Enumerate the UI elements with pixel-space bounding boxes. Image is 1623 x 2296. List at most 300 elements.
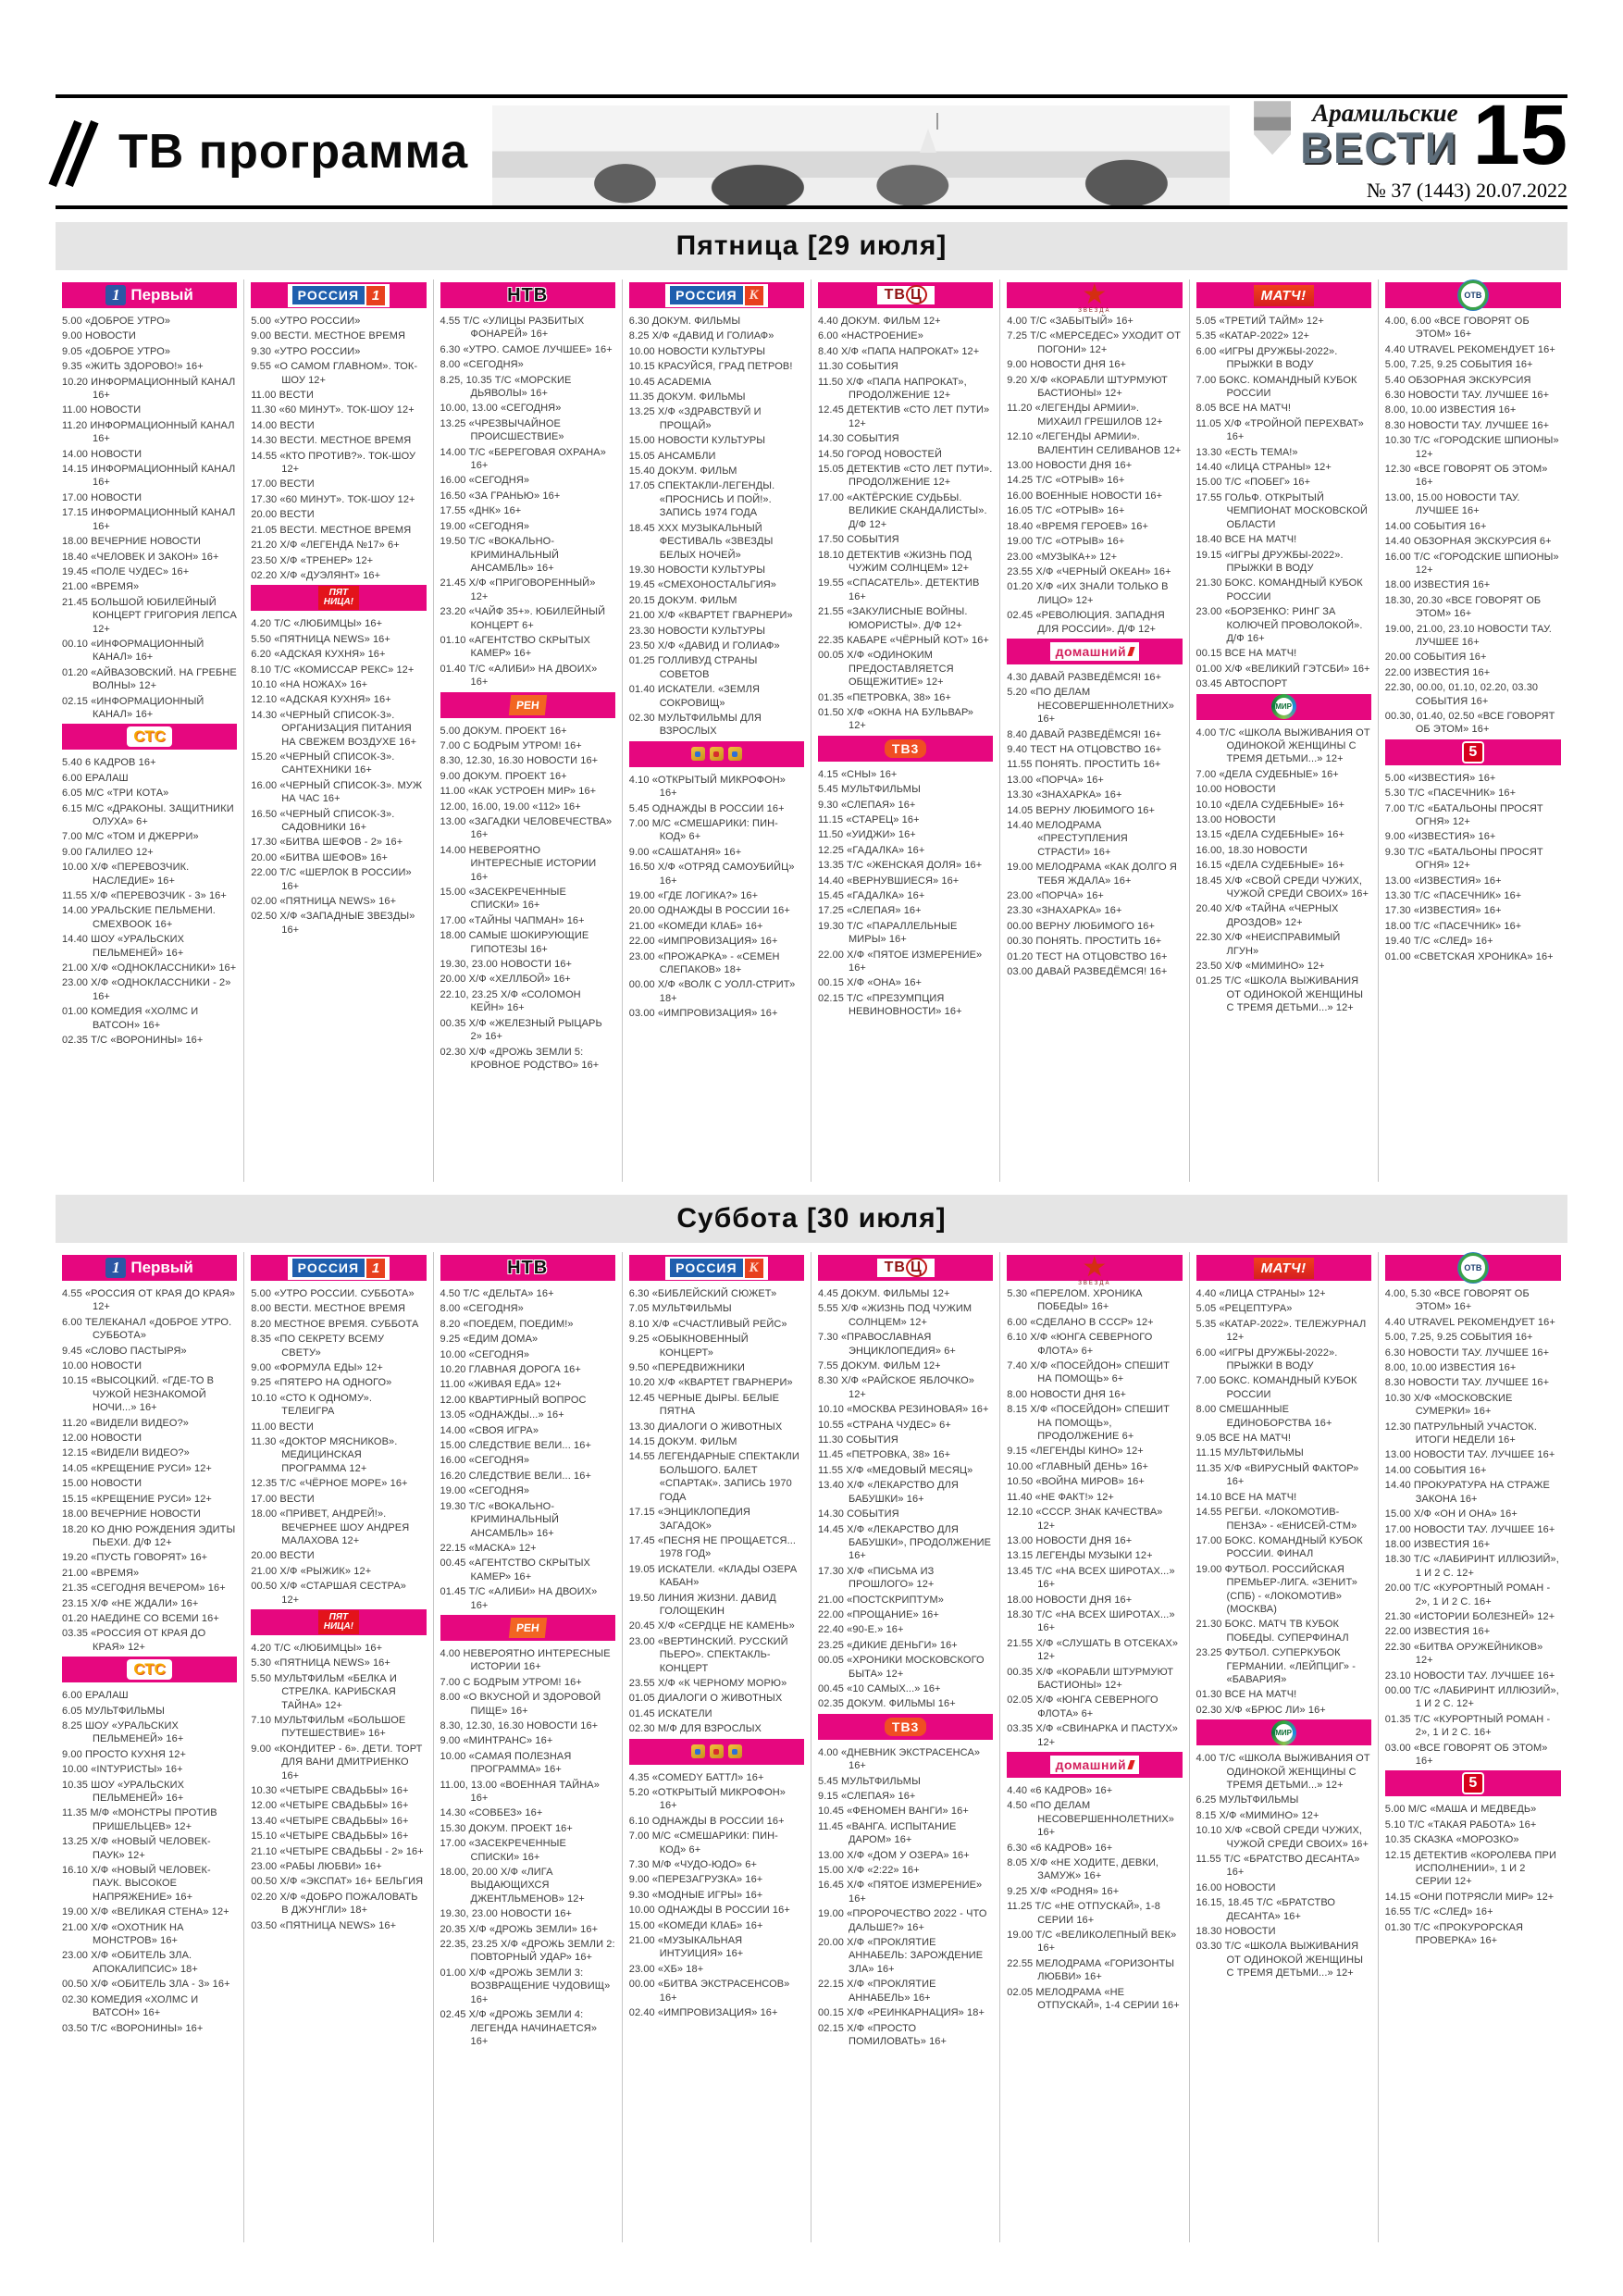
newspaper-brand-block: [1254, 88, 1567, 202]
program-item: 4.20 Т/С «ЛЮБИМЦЫ» 16+: [251, 1642, 383, 1654]
program-item: 11.55 Х/Ф «МЕДОВЫЙ МЕСЯЦ»: [818, 1464, 973, 1476]
schedule-column: [434, 279, 623, 1182]
program-item: 21.45 БОЛЬШОЙ ЮБИЛЕЙНЫЙ КОНЦЕРТ ГРИГОРИЯ ЛЕПСА 12+: [62, 596, 237, 635]
program-item: 10.10 Х/Ф «СВОЙ СРЕДИ ЧУЖИХ, ЧУЖОЙ СРЕДИ СВОИХ» 16+: [1196, 1825, 1369, 1850]
channel-header-rossiya1: [251, 1255, 426, 1281]
ntv-logo: НТВ: [507, 1257, 549, 1278]
program-item: 11.30 СОБЫТИЯ: [818, 1434, 898, 1446]
program-item: 13.30 ДИАЛОГИ О ЖИВОТНЫХ: [628, 1421, 783, 1433]
program-item: 8.20 «ПОЕДЕМ, ПОЕДИМ!»: [440, 1318, 574, 1330]
program-item: 14.10 ВСЕ НА МАТЧ!: [1196, 1491, 1297, 1503]
program-item: 5.45 МУЛЬТФИЛЬМЫ: [818, 784, 921, 796]
program-item: 6.00 ТЕЛЕКАНАЛ «ДОБРОЕ УТРО. СУББОТА»: [62, 1316, 232, 1342]
pyatnitsa-logo: ПЯТ НИЦА!: [318, 1610, 359, 1634]
program-item: 10.00 НОВОСТИ: [1196, 784, 1276, 796]
program-item: 02.15 Х/Ф «ПРОСТО ПОМИЛОВАТЬ» 16+: [818, 2022, 948, 2047]
channel-header-pervy: [62, 282, 237, 308]
program-item: 15.40 ДОКУМ. ФИЛЬМ: [628, 465, 737, 478]
day-grid: [56, 279, 1567, 1182]
program-item: 15.10 «ЧЕТЫРЕ СВАДЬБЫ» 16+: [251, 1831, 409, 1843]
pyatnitsa-logo: ПЯТ НИЦА!: [318, 586, 359, 610]
channel-header-zvezda: [1007, 1252, 1182, 1286]
program-item: 00.50 Х/Ф «ОБИТЕЛЬ ЗЛА - 3» 16+: [62, 1979, 230, 1991]
program-item: 17.30 «60 МИНУТ». ТОК-ШОУ 12+: [251, 493, 415, 505]
program-item: 8.35 «ПО СЕКРЕТУ ВСЕМУ СВЕТУ»: [251, 1334, 385, 1359]
channel-header-rossiyaK: [629, 282, 804, 308]
program-item: 22.35 КАБАРЕ «ЧЁРНЫЙ КОТ» 16+: [818, 634, 989, 646]
program-item: 02.00 «ПЯТНИЦА NEWS» 16+: [251, 896, 397, 908]
program-item: 16.20 СЛЕДСТВИЕ ВЕЛИ... 16+: [440, 1470, 591, 1482]
program-item: 14.00 НОВОСТИ: [62, 448, 142, 460]
zvezda-logo: ★ ЗВЕЗДА: [1078, 279, 1111, 314]
program-item: 9.45 «СЛОВО ПАСТЫРЯ»: [62, 1345, 187, 1357]
program-item: 12.10 «ЛЕГЕНДЫ АРМИИ». ВАЛЕНТИН СЕЛИВАНОВ 12+: [1007, 431, 1182, 456]
program-item: 4.00 Т/С «ШКОЛА ВЫЖИВАНИЯ ОТ ОДИНОКОЙ ЖЕНЩИНЫ С ТРЕМЯ ДЕТЬМИ...» 12+: [1196, 1753, 1370, 1791]
channel-header-match: [1196, 1255, 1371, 1281]
program-item: 14.00 «СВОЯ ИГРА»: [440, 1424, 539, 1436]
program-item: 17.15 «ЭНЦИКЛОПЕДИЯ ЗАГАДОК»: [628, 1507, 750, 1532]
program-item: 5.30 «ПЯТНИЦА NEWS» 16+: [251, 1657, 390, 1669]
program-item: 16.45 Х/Ф «ПЯТОЕ ИЗМЕРЕНИЕ» 16+: [818, 1880, 983, 1905]
program-item: 17.45 «ПЕСНЯ НЕ ПРОЩАЕТСЯ... 1978 ГОД»: [628, 1534, 797, 1560]
program-item: 6.30 «УТРО. САМОЕ ЛУЧШЕЕ» 16+: [440, 343, 613, 355]
pervy-logo: 1 Первый: [105, 285, 192, 305]
program-item: 5.00 ДОКУМ. ПРОЕКТ 16+: [440, 725, 567, 737]
program-item: 5.05 «ТРЕТИЙ ТАЙМ» 12+: [1196, 316, 1324, 327]
program-item: 22.55 МЕЛОДРАМА «ГОРИЗОНТЫ ЛЮБВИ» 16+: [1007, 1957, 1175, 1983]
program-item: 4.20 Т/С «ЛЮБИМЦЫ» 16+: [251, 618, 383, 630]
program-item: 14.50 ГОРОД НОВОСТЕЙ: [818, 448, 942, 460]
program-item: 01.00 Х/Ф «ДРОЖЬ ЗЕМЛИ 3: ВОЗВРАЩЕНИЕ ЧУДОВИЩ» 16+: [440, 1967, 611, 2005]
program-item: 11.35 М/Ф «МОНСТРЫ ПРОТИВ ПРИШЕЛЬЦЕВ» 12+: [62, 1807, 217, 1832]
program-item: 7.40 Х/Ф «ПОСЕЙДОН» СПЕШИТ НА ПОМОЩЬ» 6+: [1007, 1360, 1170, 1385]
program-item: 4.50 Т/С «ДЕЛЬТА» 16+: [440, 1288, 554, 1299]
program-item: 11.30 «ДОКТОР МЯСНИКОВ». МЕДИЦИНСКАЯ ПРОГРАММА 12+: [251, 1436, 398, 1474]
program-item: 6.20 «АДСКАЯ КУХНЯ» 16+: [251, 649, 386, 661]
program-item: 8.30 НОВОСТИ ТАУ. ЛУЧШЕЕ 16+: [1384, 419, 1550, 431]
pyat5-logo: 5: [1462, 741, 1484, 763]
program-item: 4.40 UTRAVEL РЕКОМЕНДУЕТ 16+: [1384, 343, 1555, 355]
program-item: 9.00 НОВОСТИ: [62, 330, 136, 342]
program-item: 5.30 «ПЕРЕЛОМ. ХРОНИКА ПОБЕДЫ» 16+: [1007, 1288, 1143, 1313]
program-item: 02.15 «ИНФОРМАЦИОННЫЙ КАНАЛ» 16+: [62, 695, 204, 720]
rossiya1-logo: РОССИЯ 1: [288, 284, 390, 307]
program-item: 00.00 «БИТВА ЭКСТРАСЕНСОВ» 16+: [628, 1979, 790, 2004]
program-item: 16.00 ВОЕННЫЕ НОВОСТИ 16+: [1007, 490, 1163, 502]
program-item: 15.30 ДОКУМ. ПРОЕКТ 16+: [440, 1822, 573, 1834]
program-item: 18.00 САМЫЕ ШОКИРУЮЩИЕ ГИПОТЕЗЫ 16+: [440, 930, 589, 955]
program-item: 14.05 ВЕРНУ ЛЮБИМОГО 16+: [1007, 804, 1156, 816]
page-header: [56, 88, 1567, 205]
program-item: 6.15 М/С «ДРАКОНЫ. ЗАЩИТНИКИ ОЛУХА» 6+: [62, 802, 234, 827]
program-item: 13.05 «ОДНАЖДЫ...» 16+: [440, 1409, 564, 1421]
newspaper-name-top: Арамильские: [1312, 99, 1458, 128]
program-item: 11.05 Х/Ф «ТРОЙНОЙ ПЕРЕХВАТ» 16+: [1196, 417, 1364, 443]
program-item: 9.25 «ОБЫКНОВЕННЫЙ КОНЦЕРТ»: [628, 1334, 749, 1359]
program-item: 6.05 МУЛЬТФИЛЬМЫ: [62, 1705, 165, 1717]
program-item: 15.15 «КРЕЩЕНИЕ РУСИ» 12+: [62, 1493, 212, 1505]
program-item: 19.30, 23.00 НОВОСТИ 16+: [440, 959, 573, 971]
program-item: 22.00 «ПРОЩАНИЕ» 16+: [818, 1608, 939, 1620]
program-item: 5.50 МУЛЬТФИЛЬМ «БЕЛКА И СТРЕЛКА. КАРИБСКАЯ ТАЙНА» 12+: [251, 1672, 397, 1711]
program-item: 7.30 «ПРАВОСЛАВНАЯ ЭНЦИКЛОПЕДИЯ» 6+: [818, 1332, 956, 1357]
schedule-column: [244, 1252, 433, 2242]
zvezda-logo: ★ ЗВЕЗДА: [1078, 1252, 1111, 1286]
program-item: 16.00 «ЧЕРНЫЙ СПИСОК-3». МУЖ НА ЧАС 16+: [251, 779, 423, 805]
program-item: 9.05 «ДОБРОЕ УТРО»: [62, 345, 171, 357]
program-item: 10.15 «ВЫСОЦКИЙ. «ГДЕ-ТО В ЧУЖОЙ НЕЗНАКОМОЙ НОЧИ...» 16+: [62, 1375, 215, 1414]
program-item: 02.05 Х/Ф «ЮНГА СЕВЕРНОГО ФЛОТА» 6+: [1007, 1694, 1158, 1719]
program-item: 5.40 6 КАДРОВ 16+: [62, 757, 156, 769]
program-item: 22.00 «ИМПРОВИЗАЦИЯ» 16+: [628, 936, 778, 948]
program-item: 11.00 «ЖИВАЯ ЕДА» 12+: [440, 1379, 562, 1391]
program-item: 17.00 НОВОСТИ ТАУ. ЛУЧШЕЕ 16+: [1384, 1523, 1555, 1535]
program-item: 11.55 Х/Ф «ПЕРЕВОЗЧИК - 3» 16+: [62, 890, 227, 902]
program-item: 4.15 «СНЫ» 16+: [818, 768, 898, 780]
program-item: 11.45 «ВАНГА. ИСПЫТАНИЕ ДАРОМ» 16+: [818, 1820, 957, 1846]
program-item: 22.30, 00.00, 01.10, 02.20, 03.30 СОБЫТИЯ 16+: [1384, 682, 1539, 707]
program-item: 00.15 ВСЕ НА МАТЧ!: [1196, 648, 1297, 660]
program-item: 4.00 Т/С «ШКОЛА ВЫЖИВАНИЯ ОТ ОДИНОКОЙ ЖЕНЩИНЫ С ТРЕМЯ ДЕТЬМИ...» 12+: [1196, 726, 1370, 765]
program-item: 19.45 «ПОЛЕ ЧУДЕС» 16+: [62, 565, 190, 577]
channel-header-otv: [1385, 1255, 1561, 1281]
program-item: 10.00 Х/Ф «ПЕРЕВОЗЧИК. НАСЛЕДИЕ» 16+: [62, 862, 190, 887]
channel-header-tvc: [818, 282, 993, 308]
tnt-logo: [691, 747, 742, 761]
program-item: 23.50 Х/Ф «ДАВИД И ГОЛИАФ»: [628, 639, 780, 652]
program-item: 8.10 Х/Ф «СЧАСТЛИВЫЙ РЕЙС»: [628, 1318, 787, 1330]
program-item: 03.45 АВТОСПОРТ: [1196, 678, 1288, 690]
program-item: 16.55 Т/С «СЛЕД» 16+: [1384, 1906, 1493, 1918]
program-item: 12.30 «ВСЕ ГОВОРЯТ ОБ ЭТОМ» 16+: [1384, 464, 1548, 489]
program-item: 10.30 Х/Ф «МОСКОВСКИЕ СУМЕРКИ» 16+: [1384, 1392, 1513, 1418]
program-item: 8.25, 10.35 Т/С «МОРСКИЕ ДЬЯВОЛЫ» 16+: [440, 374, 572, 400]
program-item: 12.10 «АДСКАЯ КУХНЯ» 16+: [251, 694, 391, 706]
schedule-column: [434, 1252, 623, 2242]
program-item: 6.00 «ИГРЫ ДРУЖБЫ-2022». ПРЫЖКИ В ВОДУ: [1196, 1347, 1338, 1372]
program-item: 21.00 «ПОСТСКРИПТУМ»: [818, 1594, 944, 1606]
program-item: 03.30 Т/С «ШКОЛА ВЫЖИВАНИЯ ОТ ОДИНОКОЙ ЖЕНЩИНЫ С ТРЕМЯ ДЕТЬМИ...» 12+: [1196, 1941, 1364, 1980]
program-item: 02.50 Х/Ф «ЗАПАДНЫЕ ЗВЕЗДЫ» 16+: [251, 911, 415, 936]
program-item: 5.50 «ПЯТНИЦА NEWS» 16+: [251, 633, 390, 645]
program-item: 7.00 С БОДРЫМ УТРОМ! 16+: [440, 1676, 582, 1688]
program-item: 02.30 МУЛЬТФИЛЬМЫ ДЛЯ ВЗРОСЛЫХ: [628, 712, 762, 738]
pervy-logo: 1 Первый: [105, 1258, 192, 1278]
program-item: 17.30 «БИТВА ШЕФОВ - 2» 16+: [251, 837, 403, 849]
program-item: 15.05 ДЕТЕКТИВ «СТО ЛЕТ ПУТИ». ПРОДОЛЖЕНИЕ 12+: [818, 464, 993, 489]
program-item: 22.00 ИЗВЕСТИЯ 16+: [1384, 666, 1491, 678]
program-item: 19.15 «ИГРЫ ДРУЖБЫ-2022». ПРЫЖКИ В ВОДУ: [1196, 549, 1344, 574]
program-item: 13.00 «ИЗВЕСТИЯ» 16+: [1384, 875, 1502, 887]
program-item: 9.30 «УТРО РОССИИ»: [251, 345, 361, 357]
program-item: 11.50 «УИДЖИ» 16+: [818, 829, 916, 841]
tnt-logo: [691, 1744, 742, 1758]
program-item: 4.40 UTRAVEL РЕКОМЕНДУЕТ 16+: [1384, 1316, 1555, 1328]
program-item: 18.00 ВЕЧЕРНИЕ НОВОСТИ: [62, 1508, 201, 1520]
program-item: 11.20 «ВИДЕЛИ ВИДЕО?»: [62, 1417, 190, 1429]
program-item: 23.00 Х/Ф «ОДНОКЛАССНИКИ - 2» 16+: [62, 977, 231, 1002]
channel-header-pervy: [62, 1255, 237, 1281]
program-item: 23.00 «РАБЫ ЛЮБВИ» 16+: [251, 1861, 382, 1873]
program-item: 7.00 М/С «СМЕШАРИКИ: ПИН-КОД» 6+: [628, 818, 778, 843]
program-item: 10.00 «ГЛАВНЫЙ ДЕНЬ» 16+: [1007, 1460, 1149, 1472]
program-item: 13.25 Х/Ф «ЗДРАВСТВУЙ И ПРОЩАЙ»: [628, 406, 762, 431]
program-item: 6.00 «НАСТРОЕНИЕ»: [818, 330, 923, 342]
program-item: 6.25 МУЛЬТФИЛЬМЫ: [1196, 1794, 1299, 1806]
program-item: 11.40 «НЕ ФАКТ!» 12+: [1007, 1491, 1114, 1503]
program-item: 01.00 Х/Ф «ВЕЛИКИЙ ГЭТСБИ» 16+: [1196, 663, 1370, 675]
program-item: 01.20 ТЕСТ НА ОТЦОВСТВО 16+: [1007, 950, 1168, 962]
program-item: 8.25 ШОУ «УРАЛЬСКИХ ПЕЛЬМЕНЕЙ» 16+: [62, 1719, 184, 1745]
program-item: 8.00 СМЕШАННЫЕ ЕДИНОБОРСТВА 16+: [1196, 1404, 1332, 1429]
program-item: 18.30 Т/С «ЛАБИРИНТ ИЛЛЮЗИЙ», 1 И 2 С. 12+: [1384, 1554, 1559, 1579]
domashny-logo: домашний: [1050, 642, 1140, 661]
schedule-column: [56, 1252, 244, 2242]
ren-logo: РЕН: [510, 695, 546, 715]
program-item: 4.55 «РОССИЯ ОТ КРАЯ ДО КРАЯ» 12+: [62, 1288, 236, 1313]
program-item: 13.45 Т/С «НА ВСЕХ ШИРОТАХ...» 16+: [1007, 1565, 1175, 1591]
program-item: 02.35 Т/С «ВОРОНИНЫ» 16+: [62, 1035, 204, 1047]
program-item: 14.40 «ВЕРНУВШИЕСЯ» 16+: [818, 875, 960, 887]
program-item: 18.00 ВЕЧЕРНИЕ НОВОСТИ: [62, 536, 201, 548]
program-item: 00.35 Х/Ф «ЖЕЛЕЗНЫЙ РЫЦАРЬ 2» 16+: [440, 1017, 602, 1043]
schedule-column: [812, 279, 1000, 1182]
program-item: 19.00 Т/С «ОТРЫВ» 16+: [1007, 536, 1125, 548]
program-item: 02.20 Х/Ф «ДОБРО ПОЖАЛОВАТЬ В ДЖУНГЛИ» 18+: [251, 1891, 418, 1917]
program-item: 18.40 «ВРЕМЯ ГЕРОЕВ» 16+: [1007, 520, 1148, 532]
program-item: 21.30 «ИСТОРИИ БОЛЕЗНЕЙ» 12+: [1384, 1610, 1555, 1622]
program-item: 10.00 «INТУРИСТЫ» 16+: [62, 1764, 183, 1776]
program-item: 5.20 «ПО ДЕЛАМ НЕСОВЕРШЕННОЛЕТНИХ» 16+: [1007, 687, 1175, 726]
program-item: 8.00 «О ВКУСНОЙ И ЗДОРОВОЙ ПИЩЕ» 16+: [440, 1692, 601, 1717]
program-item: 6.30 «6 КАДРОВ» 16+: [1007, 1842, 1113, 1854]
program-item: 02.30 Х/Ф «ДРОЖЬ ЗЕМЛИ 5: КРОВНОЕ РОДСТВО» 16+: [440, 1046, 600, 1071]
program-item: 8.40 Х/Ф «ПАПА НАПРОКАТ» 12+: [818, 345, 980, 357]
program-item: 23.25 «ДИКИЕ ДЕНЬГИ» 16+: [818, 1639, 958, 1651]
program-item: 01.45 Т/С «АЛИБИ» НА ДВОИХ» 16+: [440, 1586, 598, 1611]
program-item: 11.55 ПОНЯТЬ. ПРОСТИТЬ 16+: [1007, 759, 1161, 771]
program-item: 8.30 Х/Ф «РАЙСКОЕ ЯБЛОЧКО» 12+: [818, 1375, 975, 1400]
rossiya1-logo: РОССИЯ 1: [288, 1257, 390, 1280]
channel-header-tv3: [818, 736, 993, 762]
program-item: 20.40 Х/Ф «ТАЙНА «ЧЕРНЫХ ДРОЗДОВ» 12+: [1196, 903, 1339, 928]
rossiyaK-logo: РОССИЯ К: [665, 1257, 767, 1280]
program-item: 10.00 НОВОСТИ: [62, 1360, 142, 1372]
program-item: 19.50 ЛИНИЯ ЖИЗНИ. ДАВИД ГОЛОЩЕКИН: [628, 1592, 776, 1617]
program-item: 4.40 «ЛИЦА СТРАНЫ» 12+: [1196, 1288, 1326, 1299]
program-item: 8.00 ВЕСТИ. МЕСТНОЕ ВРЕМЯ: [251, 1303, 406, 1315]
program-item: 10.00, 13.00 «СЕГОДНЯ»: [440, 403, 562, 415]
program-item: 00.05 «ХРОНИКИ МОСКОВСКОГО БЫТА» 12+: [818, 1655, 985, 1680]
program-item: 00.50 Х/Ф «СТАРШАЯ СЕСТРА» 12+: [251, 1581, 407, 1606]
diagonal-strokes-icon: [56, 119, 98, 184]
ren-logo: РЕН: [510, 1618, 546, 1638]
program-item: 7.00 «ДЕЛА СУДЕБНЫЕ» 16+: [1196, 768, 1339, 780]
program-item: 00.35 Х/Ф «КОРАБЛИ ШТУРМУЮТ БАСТИОНЫ» 12+: [1007, 1666, 1174, 1691]
program-item: 14.30 «СОВБЕЗ» 16+: [440, 1807, 543, 1819]
program-item: 00.15 Х/Ф «ОНА» 16+: [818, 977, 923, 989]
program-item: 14.00 УРАЛЬСКИЕ ПЕЛЬМЕНИ. СМЕХBOOK 16+: [62, 905, 216, 930]
program-item: 18.40 ВСЕ НА МАТЧ!: [1196, 534, 1297, 546]
program-item: 14.00 СОБЫТИЯ 16+: [1384, 520, 1487, 532]
program-item: 13.00 «ЗАГАДКИ ЧЕЛОВЕЧЕСТВА» 16+: [440, 816, 613, 841]
program-item: 16.50 «ЗА ГРАНЬЮ» 16+: [440, 490, 561, 502]
header-photo: [492, 105, 1230, 205]
program-item: 10.20 ИНФОРМАЦИОННЫЙ КАНАЛ 16+: [62, 376, 236, 402]
program-item: 20.00 СОБЫТИЯ 16+: [1384, 652, 1487, 664]
program-item: 03.00 ДАВАЙ РАЗВЕДЁМСЯ! 16+: [1007, 966, 1168, 978]
program-item: 23.00 «МУЗЫКА+» 12+: [1007, 551, 1118, 563]
program-item: 19.00, 21.00, 23.10 НОВОСТИ ТАУ. ЛУЧШЕЕ 16+: [1384, 623, 1552, 648]
program-item: 22.40 «90-Е.» 16+: [818, 1624, 904, 1636]
program-item: 10.15 КРАСУЙСЯ, ГРАД ПЕТРОВ!: [628, 361, 793, 373]
program-item: 23.00 «ХБ» 18+: [628, 1963, 704, 1975]
program-item: 4.00 «ДНЕВНИК ЭКСТРАСЕНСА» 16+: [818, 1746, 981, 1772]
program-item: 16.50 Х/Ф «ОТРЯД САМОУБИЙЦ» 16+: [628, 862, 795, 887]
tvc-logo: ТВ Ц: [877, 286, 935, 304]
channel-header-pyatnitsa: [251, 1609, 426, 1635]
schedule-column: [1379, 279, 1567, 1182]
program-item: 7.30 М/Ф «ЧУДО-ЮДО» 6+: [628, 1859, 758, 1871]
program-item: 9.00 «ИЗВЕСТИЯ» 16+: [1384, 831, 1496, 843]
program-item: 21.45 Х/Ф «ПРИГОВОРЕННЫЙ» 12+: [440, 577, 596, 602]
program-item: 23.00 «ПОРЧА» 16+: [1007, 890, 1104, 902]
program-item: 03.00 «ВСЕ ГОВОРЯТ ОБ ЭТОМ» 16+: [1384, 1742, 1548, 1767]
schedule-column: [1000, 1252, 1189, 2242]
program-item: 14.00 НЕВЕРОЯТНО ИНТЕРЕСНЫЕ ИСТОРИИ 16+: [440, 844, 597, 883]
program-item: 00.15 Х/Ф «РЕИНКАРНАЦИЯ» 18+: [818, 2007, 985, 2019]
program-item: 02.40 «ИМПРОВИЗАЦИЯ» 16+: [628, 2007, 778, 2019]
program-item: 20.00 ВЕСТИ: [251, 509, 315, 521]
program-item: 5.30 Т/С «ПАСЕЧНИК» 16+: [1384, 788, 1517, 800]
program-item: 15.00 Т/С «ПОБЕГ» 16+: [1196, 477, 1311, 489]
mir-logo: МИР: [1271, 1720, 1296, 1745]
program-item: 8.15 Х/Ф «МИМИНО» 12+: [1196, 1809, 1319, 1821]
program-item: 18.45 Х/Ф «СВОЙ СРЕДИ ЧУЖИХ, ЧУЖОЙ СРЕДИ СВОИХ» 16+: [1196, 875, 1369, 900]
program-item: 22.00 Т/С «ШЕРЛОК В РОССИИ» 16+: [251, 867, 412, 892]
program-item: 9.25 Х/Ф «РОДНЯ» 16+: [1007, 1885, 1120, 1897]
channel-header-rossiya1: [251, 282, 426, 308]
program-item: 8.20 МЕСТНОЕ ВРЕМЯ. СУББОТА: [251, 1318, 419, 1330]
program-item: 22.30 Х/Ф «НЕИСПРАВИМЫЙ ЛГУН»: [1196, 932, 1341, 957]
program-item: 5.55 Х/Ф «ЖИЗНЬ ПОД ЧУЖИМ СОЛНЦЕМ» 12+: [818, 1303, 973, 1328]
program-item: 8.30, 12.30, 16.30 НОВОСТИ 16+: [440, 1719, 599, 1731]
program-item: 19.30, 23.00 НОВОСТИ 16+: [440, 1908, 573, 1920]
program-item: 4.40 «6 КАДРОВ» 16+: [1007, 1785, 1113, 1796]
program-item: 7.00 С БОДРЫМ УТРОМ! 16+: [440, 739, 582, 751]
program-item: 01.10 «АГЕНТСТВО СКРЫТЫХ КАМЕР» 16+: [440, 634, 590, 660]
program-item: 20.45 Х/Ф «СЕРДЦЕ НЕ КАМЕНЬ»: [628, 1620, 795, 1632]
schedule-column: [812, 1252, 1000, 2242]
program-item: 19.00 «СЕГОДНЯ»: [440, 520, 530, 532]
program-item: 7.00 БОКС. КОМАНДНЫЙ КУБОК РОССИИ: [1196, 374, 1357, 400]
schedule-column: [56, 279, 244, 1182]
schedule-column: [1379, 1252, 1567, 2242]
newspaper-name-main: ВЕСТИ: [1300, 123, 1458, 173]
program-item: 17.00 «АКТЁРСКИЕ СУДЬБЫ. ВЕЛИКИЕ СКАНДАЛИСТЫ». Д/Ф 12+: [818, 491, 987, 530]
program-item: 19.55 «СПАСАТЕЛЬ». ДЕТЕКТИВ 16+: [818, 577, 980, 602]
program-item: 13.00 «ПОРЧА» 16+: [1007, 774, 1104, 786]
program-item: 23.10 НОВОСТИ ТАУ. ЛУЧШЕЕ 16+: [1384, 1669, 1555, 1682]
program-item: 8.05 ВСЕ НА МАТЧ!: [1196, 403, 1292, 415]
program-item: 18.00 Т/С «ПАСЕЧНИК» 16+: [1384, 920, 1522, 932]
program-item: 21.00 Х/Ф «ОДНОКЛАССНИКИ» 16+: [62, 962, 237, 974]
church-silhouette: [920, 113, 944, 202]
program-item: 8.40 ДАВАЙ РАЗВЕДЁМСЯ! 16+: [1007, 728, 1162, 740]
city-crest-icon: [1254, 101, 1291, 155]
program-item: 16.05 Т/С «ОТРЫВ» 16+: [1007, 505, 1125, 517]
program-item: 9.15 «ЛЕГЕНДЫ КИНО» 12+: [1007, 1446, 1144, 1458]
program-item: 11.50 Х/Ф «ПАПА НАПРОКАТ», ПРОДОЛЖЕНИЕ 12+: [818, 376, 967, 402]
program-item: 11.15 МУЛЬТФИЛЬМЫ: [1196, 1447, 1304, 1459]
program-item: 22.30 «БИТВА ОРУЖЕЙНИКОВ» 12+: [1384, 1641, 1543, 1667]
program-item: 19.00 Х/Ф «ВЕЛИКАЯ СТЕНА» 12+: [62, 1906, 229, 1918]
day-banner: Суббота [30 июля]: [56, 1195, 1567, 1243]
program-item: 19.30 Т/С «ВОКАЛЬНО-КРИМИНАЛЬНЫЙ АНСАМБЛЬ» 16+: [440, 1500, 559, 1539]
program-item: 17.30 «ИЗВЕСТИЯ» 16+: [1384, 905, 1502, 917]
program-item: 00.30, 01.40, 02.50 «ВСЕ ГОВОРЯТ ОБ ЭТОМ» 16+: [1384, 710, 1555, 736]
program-item: 6.00 ЕРАЛАШ: [62, 1690, 129, 1702]
program-item: 15.00 Х/Ф «ОН И ОНА» 16+: [1384, 1508, 1518, 1520]
program-item: 18.30 Т/С «НА ВСЕХ ШИРОТАХ...» 16+: [1007, 1608, 1175, 1634]
program-item: 12.15 ДЕТЕКТИВ «КОРОЛЕВА ПРИ ИСПОЛНЕНИИ», 1 И 2 СЕРИИ 12+: [1384, 1849, 1556, 1888]
program-item: 9.40 ТЕСТ НА ОТЦОВСТВО 16+: [1007, 743, 1162, 755]
program-item: 21.00 «ВРЕМЯ»: [62, 1567, 140, 1579]
program-item: 10.45 «ФЕНОМЕН ВАНГИ» 16+: [818, 1806, 969, 1818]
program-item: 13.40 «ЧЕТЫРЕ СВАДЬБЫ» 16+: [251, 1815, 409, 1827]
program-item: 5.00 «ДОБРОЕ УТРО»: [62, 316, 171, 327]
program-item: 15.00 НОВОСТИ КУЛЬТУРЫ: [628, 435, 766, 447]
program-item: 6.00 ЕРАЛАШ: [62, 772, 129, 784]
program-item: 01.00 КОМЕДИЯ «ХОЛМС И ВАТСОН» 16+: [62, 1006, 199, 1031]
program-item: 7.05 МУЛЬТФИЛЬМЫ: [628, 1303, 732, 1315]
program-item: 19.00 «ПРОРОЧЕСТВО 2022 - ЧТО ДАЛЬШЕ?» 16+: [818, 1908, 987, 1933]
program-item: 10.35 ШОУ «УРАЛЬСКИХ ПЕЛЬМЕНЕЙ» 16+: [62, 1779, 185, 1804]
program-item: 8.00, 10.00 ИЗВЕСТИЯ 16+: [1384, 404, 1517, 416]
program-item: 4.55 Т/С «УЛИЦЫ РАЗБИТЫХ ФОНАРЕЙ» 16+: [440, 316, 585, 341]
program-item: 12.45 ЧЕРНЫЕ ДЫРЫ. БЕЛЫЕ ПЯТНА: [628, 1392, 780, 1418]
program-item: 4.50 «ПО ДЕЛАМ НЕСОВЕРШЕННОЛЕТНИХ» 16+: [1007, 1800, 1175, 1839]
program-item: 14.55 «КТО ПРОТИВ?». ТОК-ШОУ 12+: [251, 450, 416, 476]
program-item: 5.10 Т/С «ТАКАЯ РАБОТА» 16+: [1384, 1818, 1537, 1831]
program-item: 10.10 «НА НОЖАХ» 16+: [251, 678, 368, 690]
program-item: 12.45 ДЕТЕКТИВ «СТО ЛЕТ ПУТИ» 12+: [818, 404, 990, 429]
program-item: 4.00, 5.30 «ВСЕ ГОВОРЯТ ОБ ЭТОМ» 16+: [1384, 1288, 1530, 1313]
program-item: 14.15 ИНФОРМАЦИОННЫЙ КАНАЛ 16+: [62, 464, 236, 489]
program-item: 00.50 Х/Ф «ЭКСПАТ» 16+ БЕЛЬГИЯ: [251, 1876, 424, 1888]
program-item: 14.45 Х/Ф «ЛЕКАРСТВО ДЛЯ БАБУШКИ», ПРОДОЛЖЕНИЕ 16+: [818, 1523, 992, 1562]
program-item: 21.05 ВЕСТИ. МЕСТНОЕ ВРЕМЯ: [251, 524, 412, 536]
program-item: 21.00 «ВРЕМЯ»: [62, 581, 140, 593]
program-item: 10.30 Т/С «ГОРОДСКИЕ ШПИОНЫ» 12+: [1384, 435, 1559, 460]
program-item: 03.00 «ИМПРОВИЗАЦИЯ» 16+: [628, 1008, 778, 1020]
program-item: 22.35, 23.25 Х/Ф «ДРОЖЬ ЗЕМЛИ 2: ПОВТОРНЫЙ УДАР» 16+: [440, 1939, 615, 1964]
program-item: 23.25 ФУТБОЛ. СУПЕРКУБОК ГЕРМАНИИ. «ЛЕЙПЦИГ» - «БАВАРИЯ»: [1196, 1647, 1357, 1685]
program-item: 19.20 «ПУСТЬ ГОВОРЯТ» 16+: [62, 1552, 208, 1564]
program-item: 11.30 СОБЫТИЯ: [818, 361, 898, 373]
channel-header-tvc: [818, 1255, 993, 1281]
channel-header-domashny: [1007, 1752, 1182, 1778]
match-logo: МАТЧ!: [1254, 285, 1314, 306]
program-item: 8.00, 10.00 ИЗВЕСТИЯ 16+: [1384, 1362, 1517, 1374]
program-item: 11.00 «КАК УСТРОЕН МИР» 16+: [440, 786, 597, 798]
program-item: 21.00 Х/Ф «ОХОТНИК НА МОНСТРОВ» 16+: [62, 1921, 184, 1947]
program-item: 9.00 «ФОРМУЛА ЕДЫ» 12+: [251, 1362, 383, 1374]
program-item: 7.00 Т/С «БАТАЛЬОНЫ ПРОСЯТ ОГНЯ» 12+: [1384, 802, 1543, 827]
program-item: 12.00 «ЧЕТЫРЕ СВАДЬБЫ» 16+: [251, 1800, 409, 1812]
tv-schedule: [56, 222, 1567, 2242]
program-item: 9.55 «О САМОМ ГЛАВНОМ». ТОК-ШОУ 12+: [251, 361, 418, 386]
